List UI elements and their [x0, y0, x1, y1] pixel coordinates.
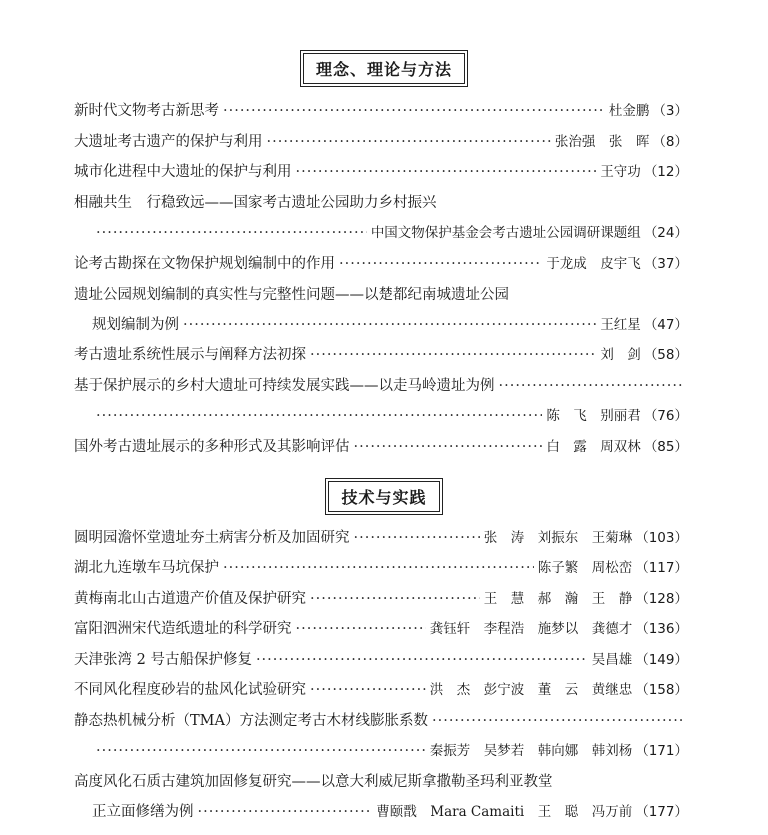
toc-entry-title-line[interactable]: 基于保护展示的乡村大遗址可持续发展实践——以走马岭遗址为例 ····· — [74, 375, 688, 397]
toc-entry[interactable]: 论考古勘探在文物保护规划编制中的作用 ····· 于龙成 皮宇飞 （37） — [74, 253, 688, 275]
toc-entry-title-line[interactable]: 相融共生 行稳致远——国家考古遗址公园助力乡村振兴 — [74, 195, 437, 211]
toc-entry[interactable]: 黄梅南北山古道遗产价值及保护研究 ····· 王 慧 郝 瀚 王 静 （128） — [74, 588, 688, 610]
toc-entry-continuation[interactable]: 规划编制为例 ····· 王红星 （47） — [92, 314, 688, 336]
toc-entry[interactable]: 不同风化程度砂岩的盐风化试验研究 ····· 洪 杰 彭宁波 董 云 黄继忠 （158） — [74, 679, 688, 701]
toc-entry-continuation[interactable]: ····· 陈 飞 别丽君 （76） — [92, 405, 688, 427]
toc-entry-continuation[interactable]: ····· 中国文物保护基金会考古遗址公园调研课题组 （24） — [92, 222, 688, 244]
toc-entry[interactable]: 富阳泗洲宋代造纸遗址的科学研究 ····· 龚钰轩 李程浩 施梦以 龚德才 （136） — [74, 618, 688, 640]
toc-entry[interactable]: 湖北九连墩车马坑保护 ····· 陈子繁 周松峦 （117） — [74, 557, 688, 579]
toc-entry-title-line[interactable]: 静态热机械分析（TMA）方法测定考古木材线膨胀系数 ····· — [74, 710, 688, 732]
section-heading-1-label: 理念、理论与方法 — [303, 53, 465, 84]
section-heading-2 — [0, 478, 768, 515]
toc-entry[interactable]: 国外考古遗址展示的多种形式及其影响评估 ····· 白 露 周双林 （85） — [74, 436, 688, 458]
toc-entry[interactable]: 新时代文物考古新思考 ····· 杜金鹏 （3） — [74, 100, 688, 122]
toc-entry[interactable]: 圆明园澹怀堂遗址夯土病害分析及加固研究 ····· 张 涛 刘振东 王菊琳 （103） — [74, 527, 688, 549]
section-heading-2-label: 技术与实践 — [328, 481, 439, 512]
toc-entry[interactable]: 城市化进程中大遗址的保护与利用 ····· 王守功 （12） — [74, 161, 688, 183]
toc-entry[interactable]: 考古遗址系统性展示与阐释方法初探 ····· 刘 剑 （58） — [74, 344, 688, 366]
toc-entry-continuation[interactable]: 正立面修缮为例 ····· 曹颐戬 Mara Camaiti 王 聪 冯万前 （177） — [92, 801, 688, 823]
section-heading-1 — [0, 50, 768, 87]
toc-entry[interactable]: 天津张湾 2 号古船保护修复 ····· 吴昌雄 （149） — [74, 649, 688, 671]
toc-entry[interactable]: 大遗址考古遗产的保护与利用 ····· 张治强 张 晖 （8） — [74, 131, 688, 153]
toc-entry-continuation[interactable]: ····· 秦振芳 吴梦若 韩向娜 韩刘杨 （171） — [92, 740, 688, 762]
toc-entry-title-line[interactable]: 遗址公园规划编制的真实性与完整性问题——以楚都纪南城遗址公园 — [74, 287, 509, 303]
toc-entry-title-line[interactable]: 高度风化石质古建筑加固修复研究——以意大利威尼斯拿撒勒圣玛利亚教堂 — [74, 774, 553, 790]
